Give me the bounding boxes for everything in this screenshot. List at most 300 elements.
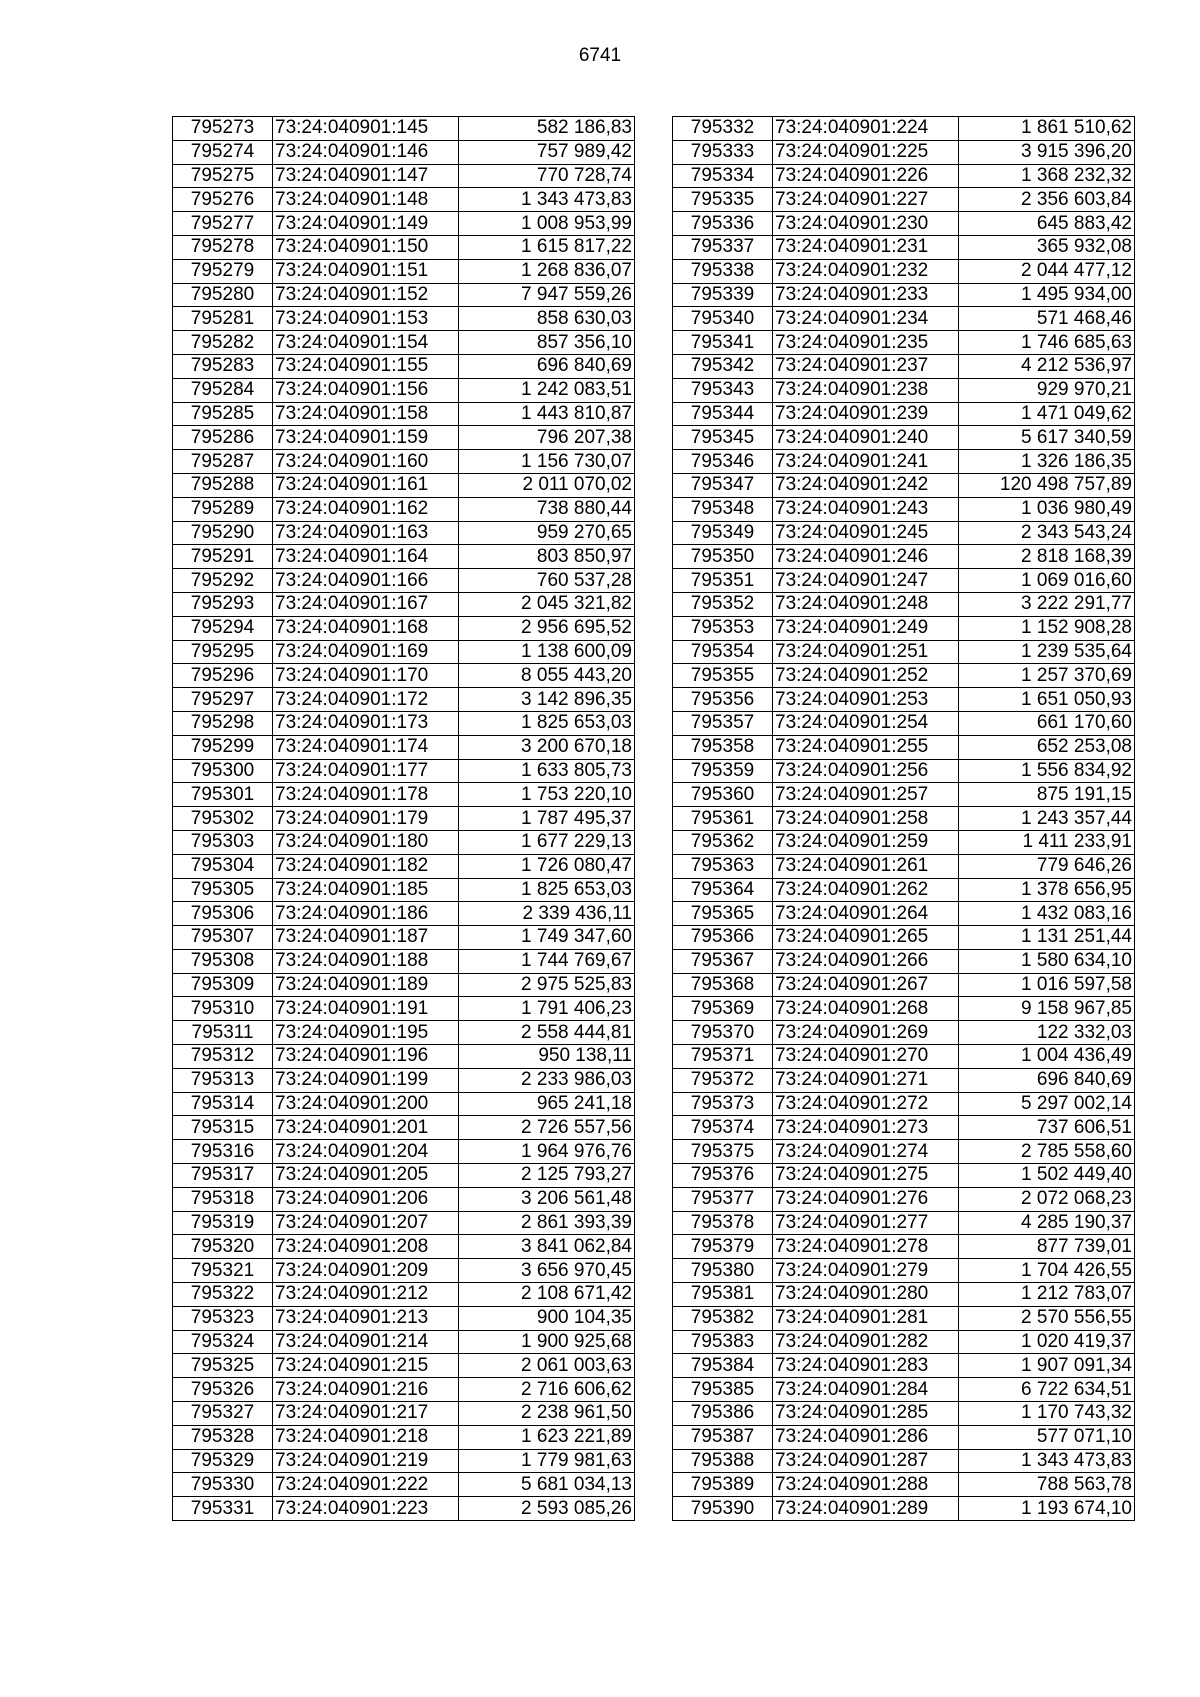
cadastral-number-cell: 73:24:040901:282 [773,1330,959,1354]
table-row [673,1068,1135,1092]
cadastral-number-cell: 73:24:040901:270 [773,1045,959,1069]
table-row [673,235,1135,259]
record-number-cell: 795307 [173,926,273,950]
table-row [673,1378,1135,1402]
value-cell: 1 156 730,07 [459,450,635,474]
table-row [673,1497,1135,1521]
cadastral-number-cell: 73:24:040901:146 [273,140,459,164]
cadastral-number-cell: 73:24:040901:173 [273,711,459,735]
value-cell: 5 617 340,59 [959,426,1135,450]
record-number-cell: 795313 [173,1068,273,1092]
record-number-cell: 795292 [173,569,273,593]
value-cell: 877 739,01 [959,1235,1135,1259]
table-row [173,1068,635,1092]
record-number-cell: 795294 [173,616,273,640]
value-cell: 1 744 769,67 [459,949,635,973]
value-cell: 1 746 685,63 [959,331,1135,355]
value-cell: 2 233 986,03 [459,1068,635,1092]
value-cell: 1 016 597,58 [959,973,1135,997]
record-number-cell: 795277 [173,212,273,236]
record-number-cell: 795275 [173,164,273,188]
table-row [173,640,635,664]
table-row [173,354,635,378]
cadastral-number-cell: 73:24:040901:189 [273,973,459,997]
cadastral-number-cell: 73:24:040901:261 [773,854,959,878]
value-cell: 1 651 050,93 [959,688,1135,712]
table-row [173,164,635,188]
table-row [673,711,1135,735]
record-number-cell: 795347 [673,473,773,497]
cadastral-number-cell: 73:24:040901:230 [773,212,959,236]
cadastral-number-cell: 73:24:040901:166 [273,569,459,593]
cadastral-number-cell: 73:24:040901:264 [773,902,959,926]
value-cell: 1 615 817,22 [459,235,635,259]
cadastral-number-cell: 73:24:040901:232 [773,259,959,283]
table-row [673,354,1135,378]
record-number-cell: 795281 [173,307,273,331]
table-row [173,807,635,831]
record-number-cell: 795342 [673,354,773,378]
value-cell: 652 253,08 [959,735,1135,759]
record-number-cell: 795346 [673,450,773,474]
record-number-cell: 795311 [173,1021,273,1045]
value-cell: 858 630,03 [459,307,635,331]
cadastral-number-cell: 73:24:040901:159 [273,426,459,450]
value-cell: 2 716 606,62 [459,1378,635,1402]
table-row [673,592,1135,616]
value-cell: 2 044 477,12 [959,259,1135,283]
cadastral-number-cell: 73:24:040901:169 [273,640,459,664]
table-row [173,854,635,878]
record-number-cell: 795327 [173,1402,273,1426]
record-number-cell: 795331 [173,1497,273,1521]
cadastral-number-cell: 73:24:040901:238 [773,378,959,402]
cadastral-number-cell: 73:24:040901:150 [273,235,459,259]
record-number-cell: 795317 [173,1164,273,1188]
record-number-cell: 795274 [173,140,273,164]
data-table-left [172,116,635,1521]
value-cell: 965 241,18 [459,1092,635,1116]
record-number-cell: 795361 [673,807,773,831]
table-row [673,450,1135,474]
table-row [673,616,1135,640]
table-row [173,1497,635,1521]
value-cell: 2 570 556,55 [959,1306,1135,1330]
record-number-cell: 795279 [173,259,273,283]
record-number-cell: 795309 [173,973,273,997]
table-row [673,307,1135,331]
value-cell: 760 537,28 [459,569,635,593]
value-cell: 2 726 557,56 [459,1116,635,1140]
cadastral-number-cell: 73:24:040901:288 [773,1473,959,1497]
value-cell: 857 356,10 [459,331,635,355]
table-row [173,450,635,474]
cadastral-number-cell: 73:24:040901:257 [773,783,959,807]
value-cell: 779 646,26 [959,854,1135,878]
table-row [173,402,635,426]
record-number-cell: 795302 [173,807,273,831]
record-number-cell: 795319 [173,1211,273,1235]
table-row [173,497,635,521]
cadastral-number-cell: 73:24:040901:151 [273,259,459,283]
value-cell: 3 222 291,77 [959,592,1135,616]
value-cell: 1 471 049,62 [959,402,1135,426]
value-cell: 5 681 034,13 [459,1473,635,1497]
cadastral-number-cell: 73:24:040901:248 [773,592,959,616]
cadastral-number-cell: 73:24:040901:145 [273,117,459,141]
cadastral-number-cell: 73:24:040901:167 [273,592,459,616]
table-row [673,1140,1135,1164]
table-row [673,188,1135,212]
cadastral-number-cell: 73:24:040901:156 [273,378,459,402]
table-row [673,997,1135,1021]
cadastral-number-cell: 73:24:040901:256 [773,759,959,783]
record-number-cell: 795340 [673,307,773,331]
record-number-cell: 795306 [173,902,273,926]
table-row [173,783,635,807]
cadastral-number-cell: 73:24:040901:275 [773,1164,959,1188]
table-row [673,807,1135,831]
cadastral-number-cell: 73:24:040901:269 [773,1021,959,1045]
record-number-cell: 795285 [173,402,273,426]
table-row [673,140,1135,164]
record-number-cell: 795299 [173,735,273,759]
value-cell: 1 623 221,89 [459,1425,635,1449]
table-row [173,117,635,141]
record-number-cell: 795300 [173,759,273,783]
table-row [673,473,1135,497]
table-row [673,1235,1135,1259]
value-cell: 900 104,35 [459,1306,635,1330]
table-row [173,1402,635,1426]
record-number-cell: 795370 [673,1021,773,1045]
record-number-cell: 795325 [173,1354,273,1378]
record-number-cell: 795388 [673,1449,773,1473]
record-number-cell: 795379 [673,1235,773,1259]
value-cell: 3 200 670,18 [459,735,635,759]
value-cell: 1 326 186,35 [959,450,1135,474]
value-cell: 1 787 495,37 [459,807,635,831]
record-number-cell: 795298 [173,711,273,735]
table-row [673,1021,1135,1045]
cadastral-number-cell: 73:24:040901:182 [273,854,459,878]
value-cell: 757 989,42 [459,140,635,164]
cadastral-number-cell: 73:24:040901:179 [273,807,459,831]
cadastral-number-cell: 73:24:040901:249 [773,616,959,640]
cadastral-number-cell: 73:24:040901:266 [773,949,959,973]
record-number-cell: 795310 [173,997,273,1021]
value-cell: 1 580 634,10 [959,949,1135,973]
record-number-cell: 795348 [673,497,773,521]
value-cell: 1 257 370,69 [959,664,1135,688]
record-number-cell: 795381 [673,1283,773,1307]
table-row [673,1354,1135,1378]
record-number-cell: 795315 [173,1116,273,1140]
record-number-cell: 795339 [673,283,773,307]
table-row [173,664,635,688]
cadastral-number-cell: 73:24:040901:224 [773,117,959,141]
value-cell: 1 212 783,07 [959,1283,1135,1307]
value-cell: 122 332,03 [959,1021,1135,1045]
record-number-cell: 795332 [673,117,773,141]
cadastral-number-cell: 73:24:040901:255 [773,735,959,759]
table-row [673,1425,1135,1449]
record-number-cell: 795368 [673,973,773,997]
cadastral-number-cell: 73:24:040901:148 [273,188,459,212]
cadastral-number-cell: 73:24:040901:283 [773,1354,959,1378]
record-number-cell: 795308 [173,949,273,973]
table-row [673,664,1135,688]
record-number-cell: 795278 [173,235,273,259]
table-row [673,164,1135,188]
table-row [673,783,1135,807]
value-cell: 582 186,83 [459,117,635,141]
cadastral-number-cell: 73:24:040901:158 [273,402,459,426]
value-cell: 2 108 671,42 [459,1283,635,1307]
value-cell: 1 242 083,51 [459,378,635,402]
record-number-cell: 795358 [673,735,773,759]
record-number-cell: 795362 [673,830,773,854]
record-number-cell: 795329 [173,1449,273,1473]
table-row [173,878,635,902]
table-row [673,973,1135,997]
value-cell: 1 825 653,03 [459,711,635,735]
record-number-cell: 795353 [673,616,773,640]
cadastral-number-cell: 73:24:040901:272 [773,1092,959,1116]
value-cell: 696 840,69 [459,354,635,378]
cadastral-number-cell: 73:24:040901:281 [773,1306,959,1330]
value-cell: 1 779 981,63 [459,1449,635,1473]
value-cell: 796 207,38 [459,426,635,450]
table-row [673,402,1135,426]
record-number-cell: 795355 [673,664,773,688]
value-cell: 2 011 070,02 [459,473,635,497]
cadastral-number-cell: 73:24:040901:276 [773,1187,959,1211]
cadastral-number-cell: 73:24:040901:200 [273,1092,459,1116]
value-cell: 1 268 836,07 [459,259,635,283]
record-number-cell: 795336 [673,212,773,236]
table-row [173,1473,635,1497]
record-number-cell: 795373 [673,1092,773,1116]
value-cell: 3 915 396,20 [959,140,1135,164]
record-number-cell: 795301 [173,783,273,807]
table-row [673,902,1135,926]
record-number-cell: 795283 [173,354,273,378]
table-row [173,973,635,997]
table-row [673,1116,1135,1140]
cadastral-number-cell: 73:24:040901:279 [773,1259,959,1283]
cadastral-number-cell: 73:24:040901:155 [273,354,459,378]
value-cell: 1 825 653,03 [459,878,635,902]
cadastral-number-cell: 73:24:040901:213 [273,1306,459,1330]
value-cell: 1 152 908,28 [959,616,1135,640]
cadastral-number-cell: 73:24:040901:149 [273,212,459,236]
value-cell: 3 142 896,35 [459,688,635,712]
value-cell: 929 970,21 [959,378,1135,402]
value-cell: 959 270,65 [459,521,635,545]
value-cell: 2 238 961,50 [459,1402,635,1426]
table-row [173,1306,635,1330]
table-row [173,473,635,497]
table-row [673,1330,1135,1354]
record-number-cell: 795363 [673,854,773,878]
record-number-cell: 795334 [673,164,773,188]
table-row [173,1045,635,1069]
value-cell: 2 558 444,81 [459,1021,635,1045]
table-row [173,1164,635,1188]
table-row [173,426,635,450]
table-row [173,521,635,545]
record-number-cell: 795295 [173,640,273,664]
value-cell: 696 840,69 [959,1068,1135,1092]
cadastral-number-cell: 73:24:040901:153 [273,307,459,331]
cadastral-number-cell: 73:24:040901:168 [273,616,459,640]
record-number-cell: 795291 [173,545,273,569]
table-row [673,1164,1135,1188]
value-cell: 788 563,78 [959,1473,1135,1497]
cadastral-number-cell: 73:24:040901:278 [773,1235,959,1259]
cadastral-number-cell: 73:24:040901:172 [273,688,459,712]
cadastral-number-cell: 73:24:040901:216 [273,1378,459,1402]
record-number-cell: 795282 [173,331,273,355]
table-body-left [173,117,635,1521]
cadastral-number-cell: 73:24:040901:218 [273,1425,459,1449]
value-cell: 577 071,10 [959,1425,1135,1449]
table-row [673,569,1135,593]
record-number-cell: 795314 [173,1092,273,1116]
cadastral-number-cell: 73:24:040901:164 [273,545,459,569]
cadastral-number-cell: 73:24:040901:219 [273,1449,459,1473]
record-number-cell: 795350 [673,545,773,569]
table-row [173,949,635,973]
cadastral-number-cell: 73:24:040901:209 [273,1259,459,1283]
value-cell: 1 791 406,23 [459,997,635,1021]
cadastral-number-cell: 73:24:040901:259 [773,830,959,854]
value-cell: 1 020 419,37 [959,1330,1135,1354]
value-cell: 950 138,11 [459,1045,635,1069]
cadastral-number-cell: 73:24:040901:147 [273,164,459,188]
cadastral-number-cell: 73:24:040901:201 [273,1116,459,1140]
table-row [673,640,1135,664]
table-row [173,378,635,402]
cadastral-number-cell: 73:24:040901:234 [773,307,959,331]
record-number-cell: 795318 [173,1187,273,1211]
cadastral-number-cell: 73:24:040901:254 [773,711,959,735]
value-cell: 1 343 473,83 [459,188,635,212]
table-row [673,1211,1135,1235]
record-number-cell: 795296 [173,664,273,688]
table-row [673,759,1135,783]
cadastral-number-cell: 73:24:040901:161 [273,473,459,497]
value-cell: 2 045 321,82 [459,592,635,616]
cadastral-number-cell: 73:24:040901:178 [273,783,459,807]
table-row [173,1021,635,1045]
cadastral-number-cell: 73:24:040901:243 [773,497,959,521]
value-cell: 4 212 536,97 [959,354,1135,378]
record-number-cell: 795386 [673,1402,773,1426]
cadastral-number-cell: 73:24:040901:240 [773,426,959,450]
cadastral-number-cell: 73:24:040901:271 [773,1068,959,1092]
cadastral-number-cell: 73:24:040901:258 [773,807,959,831]
cadastral-number-cell: 73:24:040901:207 [273,1211,459,1235]
record-number-cell: 795320 [173,1235,273,1259]
data-table-right [672,116,1135,1521]
record-number-cell: 795335 [673,188,773,212]
cadastral-number-cell: 73:24:040901:208 [273,1235,459,1259]
record-number-cell: 795351 [673,569,773,593]
table-row [673,926,1135,950]
value-cell: 1 243 357,44 [959,807,1135,831]
value-cell: 1 749 347,60 [459,926,635,950]
record-number-cell: 795359 [673,759,773,783]
cadastral-number-cell: 73:24:040901:265 [773,926,959,950]
value-cell: 1 753 220,10 [459,783,635,807]
cadastral-number-cell: 73:24:040901:268 [773,997,959,1021]
cadastral-number-cell: 73:24:040901:174 [273,735,459,759]
record-number-cell: 795337 [673,235,773,259]
table-row [673,735,1135,759]
cadastral-number-cell: 73:24:040901:286 [773,1425,959,1449]
cadastral-number-cell: 73:24:040901:196 [273,1045,459,1069]
value-cell: 1 495 934,00 [959,283,1135,307]
table-row [173,592,635,616]
record-number-cell: 795360 [673,783,773,807]
record-number-cell: 795369 [673,997,773,1021]
value-cell: 1 964 976,76 [459,1140,635,1164]
table-row [173,140,635,164]
record-number-cell: 795343 [673,378,773,402]
cadastral-number-cell: 73:24:040901:191 [273,997,459,1021]
value-cell: 1 432 083,16 [959,902,1135,926]
record-number-cell: 795305 [173,878,273,902]
value-cell: 5 297 002,14 [959,1092,1135,1116]
record-number-cell: 795287 [173,450,273,474]
value-cell: 1 138 600,09 [459,640,635,664]
table-row [673,1045,1135,1069]
table-row [173,212,635,236]
table-row [173,711,635,735]
cadastral-number-cell: 73:24:040901:205 [273,1164,459,1188]
table-row [673,1449,1135,1473]
record-number-cell: 795286 [173,426,273,450]
table-row [673,117,1135,141]
cadastral-number-cell: 73:24:040901:204 [273,1140,459,1164]
table-row [673,1259,1135,1283]
cadastral-number-cell: 73:24:040901:233 [773,283,959,307]
value-cell: 2 339 436,11 [459,902,635,926]
cadastral-number-cell: 73:24:040901:185 [273,878,459,902]
value-cell: 1 704 426,55 [959,1259,1135,1283]
record-number-cell: 795385 [673,1378,773,1402]
cadastral-number-cell: 73:24:040901:187 [273,926,459,950]
table-row [173,1116,635,1140]
record-number-cell: 795384 [673,1354,773,1378]
value-cell: 3 841 062,84 [459,1235,635,1259]
table-row [173,1211,635,1235]
table-row [173,1092,635,1116]
record-number-cell: 795380 [673,1259,773,1283]
value-cell: 875 191,15 [959,783,1135,807]
table-row [173,1259,635,1283]
cadastral-number-cell: 73:24:040901:284 [773,1378,959,1402]
value-cell: 661 170,60 [959,711,1135,735]
record-number-cell: 795330 [173,1473,273,1497]
value-cell: 8 055 443,20 [459,664,635,688]
record-number-cell: 795303 [173,830,273,854]
table-row [173,1354,635,1378]
record-number-cell: 795290 [173,521,273,545]
table-row [173,283,635,307]
